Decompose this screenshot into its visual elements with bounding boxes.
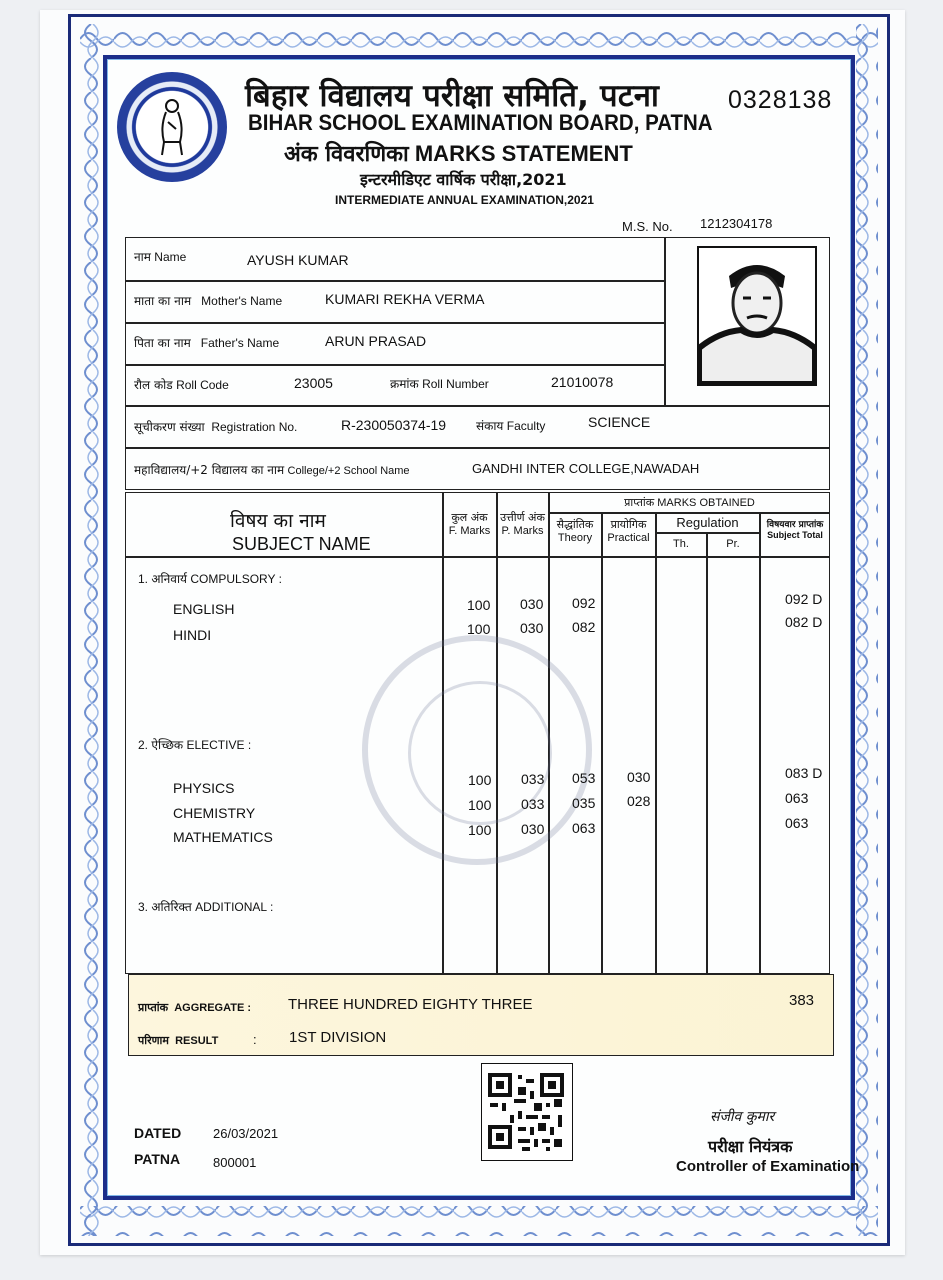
student-name: AYUSH KUMAR bbox=[247, 252, 349, 268]
divider bbox=[125, 556, 830, 558]
full-marks: 100 bbox=[468, 822, 492, 838]
roll-code: 23005 bbox=[294, 375, 333, 391]
subject-name: HINDI bbox=[173, 627, 212, 643]
mother-name: KUMARI REKHA VERMA bbox=[325, 291, 485, 307]
result-colon: : bbox=[253, 1032, 257, 1047]
subject-total: 063 bbox=[785, 815, 809, 831]
ms-no-value: 1212304178 bbox=[700, 216, 773, 231]
father-name: ARUN PRASAD bbox=[325, 333, 427, 349]
practical-marks: 030 bbox=[627, 769, 651, 785]
theory-marks: 053 bbox=[572, 770, 596, 786]
divider bbox=[548, 512, 830, 514]
student-photo bbox=[697, 246, 817, 386]
board-seal-logo bbox=[117, 72, 227, 182]
exam-title-english: INTERMEDIATE ANNUAL EXAMINATION,2021 bbox=[335, 193, 594, 207]
statement-title-english: MARKS STATEMENT bbox=[414, 141, 633, 166]
goddess-figure-icon bbox=[154, 97, 190, 157]
divider bbox=[664, 237, 666, 405]
divider bbox=[706, 532, 708, 974]
issue-date: 26/03/2021 bbox=[213, 1126, 279, 1141]
subject-total-header: विषयवार प्राप्तांक Subject Total bbox=[766, 520, 824, 540]
subject-total: 063 bbox=[785, 790, 809, 806]
theory-marks: 035 bbox=[572, 795, 596, 811]
regulation-header: Regulation bbox=[676, 515, 739, 530]
statement-title-hindi: अंक विवरणिका bbox=[284, 142, 409, 167]
subject-name: MATHEMATICS bbox=[173, 829, 273, 845]
full-marks: 100 bbox=[468, 772, 492, 788]
place-label: PATNA bbox=[134, 1151, 181, 1167]
name-label: नाम Name bbox=[134, 250, 187, 264]
pass-marks: 033 bbox=[521, 771, 545, 787]
group-compulsory-label: 1. अनिवार्य COMPULSORY : bbox=[138, 572, 282, 586]
board-title-english: BIHAR SCHOOL EXAMINATION BOARD, PATNA bbox=[248, 110, 713, 135]
divider bbox=[655, 512, 657, 974]
controller-title-hindi: परीक्षा नियंत्रक bbox=[708, 1137, 793, 1156]
pass-marks: 033 bbox=[521, 796, 545, 812]
ms-no-label: M.S. No. bbox=[622, 219, 673, 234]
registration-number: R-230050374-19 bbox=[341, 417, 447, 433]
divider bbox=[125, 405, 830, 407]
divider bbox=[759, 512, 761, 974]
father-name-label: पिता का नाम Father's Name bbox=[134, 336, 280, 350]
registration-label: सूचीकरण संख्या Registration No. bbox=[134, 420, 298, 434]
pass-marks: 030 bbox=[520, 620, 544, 636]
full-marks: 100 bbox=[468, 797, 492, 813]
divider bbox=[655, 532, 759, 534]
controller-title: Controller of Examination bbox=[676, 1158, 860, 1175]
roll-number-label: क्रमांक Roll Number bbox=[390, 377, 489, 391]
divider bbox=[125, 280, 665, 282]
full-marks: 100 bbox=[467, 597, 491, 613]
statement-title bbox=[284, 138, 633, 168]
pass-marks: 030 bbox=[521, 821, 545, 837]
student-photo-image bbox=[699, 248, 815, 384]
practical-marks: 028 bbox=[627, 793, 651, 809]
faculty-label: संकाय Faculty bbox=[476, 419, 546, 433]
group-elective-label: 2. ऐच्छिक ELECTIVE : bbox=[138, 738, 252, 752]
mother-name-label: माता का नाम Mother's Name bbox=[134, 294, 283, 308]
theory-header: सैद्धांतिक Theory bbox=[556, 518, 594, 544]
practical-header: प्रायोगिक Practical bbox=[607, 518, 650, 544]
pass-marks-header: उत्तीर्ण अंक P. Marks bbox=[500, 511, 545, 537]
aggregate-in-words: THREE HUNDRED EIGHTY THREE bbox=[288, 996, 533, 1013]
aggregate-total: 383 bbox=[789, 992, 815, 1009]
divider bbox=[125, 322, 665, 324]
roll-number: 21010078 bbox=[551, 374, 614, 390]
result-label: परिणाम RESULT bbox=[138, 1034, 219, 1047]
group-additional-label: 3. अतिरिक्त ADDITIONAL : bbox=[138, 900, 274, 914]
regulation-theory-header: Th. bbox=[673, 538, 689, 550]
full-marks: 100 bbox=[467, 621, 491, 637]
aggregate-result-box bbox=[128, 974, 834, 1056]
subject-name: PHYSICS bbox=[173, 780, 235, 796]
divider bbox=[125, 447, 830, 449]
theory-marks: 082 bbox=[572, 619, 596, 635]
dated-label: DATED bbox=[134, 1125, 182, 1141]
pincode: 800001 bbox=[213, 1155, 257, 1170]
subject-header-hindi: विषय का नाम bbox=[230, 510, 326, 532]
regulation-practical-header: Pr. bbox=[726, 538, 740, 550]
exam-title-hindi: इन्टरमीडिएट वार्षिक परीक्षा,2021 bbox=[360, 170, 567, 189]
divider bbox=[125, 364, 665, 366]
divider bbox=[601, 512, 603, 974]
serial-number: 0328138 bbox=[728, 86, 833, 114]
aggregate-label: प्राप्तांक AGGREGATE : bbox=[138, 1001, 251, 1014]
theory-marks: 063 bbox=[572, 820, 596, 836]
subject-total: 092 D bbox=[785, 591, 823, 607]
pass-marks: 030 bbox=[520, 596, 544, 612]
qr-code[interactable] bbox=[481, 1063, 573, 1161]
college-name: GANDHI INTER COLLEGE,NAWADAH bbox=[472, 461, 700, 476]
subject-total: 083 D bbox=[785, 765, 823, 781]
subject-total: 082 D bbox=[785, 614, 823, 630]
full-marks-header: कुल अंक F. Marks bbox=[448, 511, 491, 537]
controller-signature: संजीव कुमार bbox=[710, 1109, 775, 1125]
result-division: 1ST DIVISION bbox=[289, 1029, 387, 1046]
subject-header: SUBJECT NAME bbox=[232, 534, 371, 554]
marks-obtained-header: प्राप्तांक MARKS OBTAINED bbox=[624, 496, 755, 509]
faculty: SCIENCE bbox=[588, 414, 651, 430]
college-label: महाविद्यालय/+2 विद्यालय का नाम College/+2 School Name bbox=[134, 463, 410, 477]
roll-code-label: रौल कोड Roll Code bbox=[134, 378, 229, 392]
theory-marks: 092 bbox=[572, 595, 596, 611]
board-title-hindi: बिहार विद्यालय परीक्षा समिति, पटना bbox=[245, 78, 660, 114]
qr-code-icon bbox=[482, 1064, 570, 1158]
subject-name: CHEMISTRY bbox=[173, 805, 256, 821]
subject-name: ENGLISH bbox=[173, 601, 235, 617]
